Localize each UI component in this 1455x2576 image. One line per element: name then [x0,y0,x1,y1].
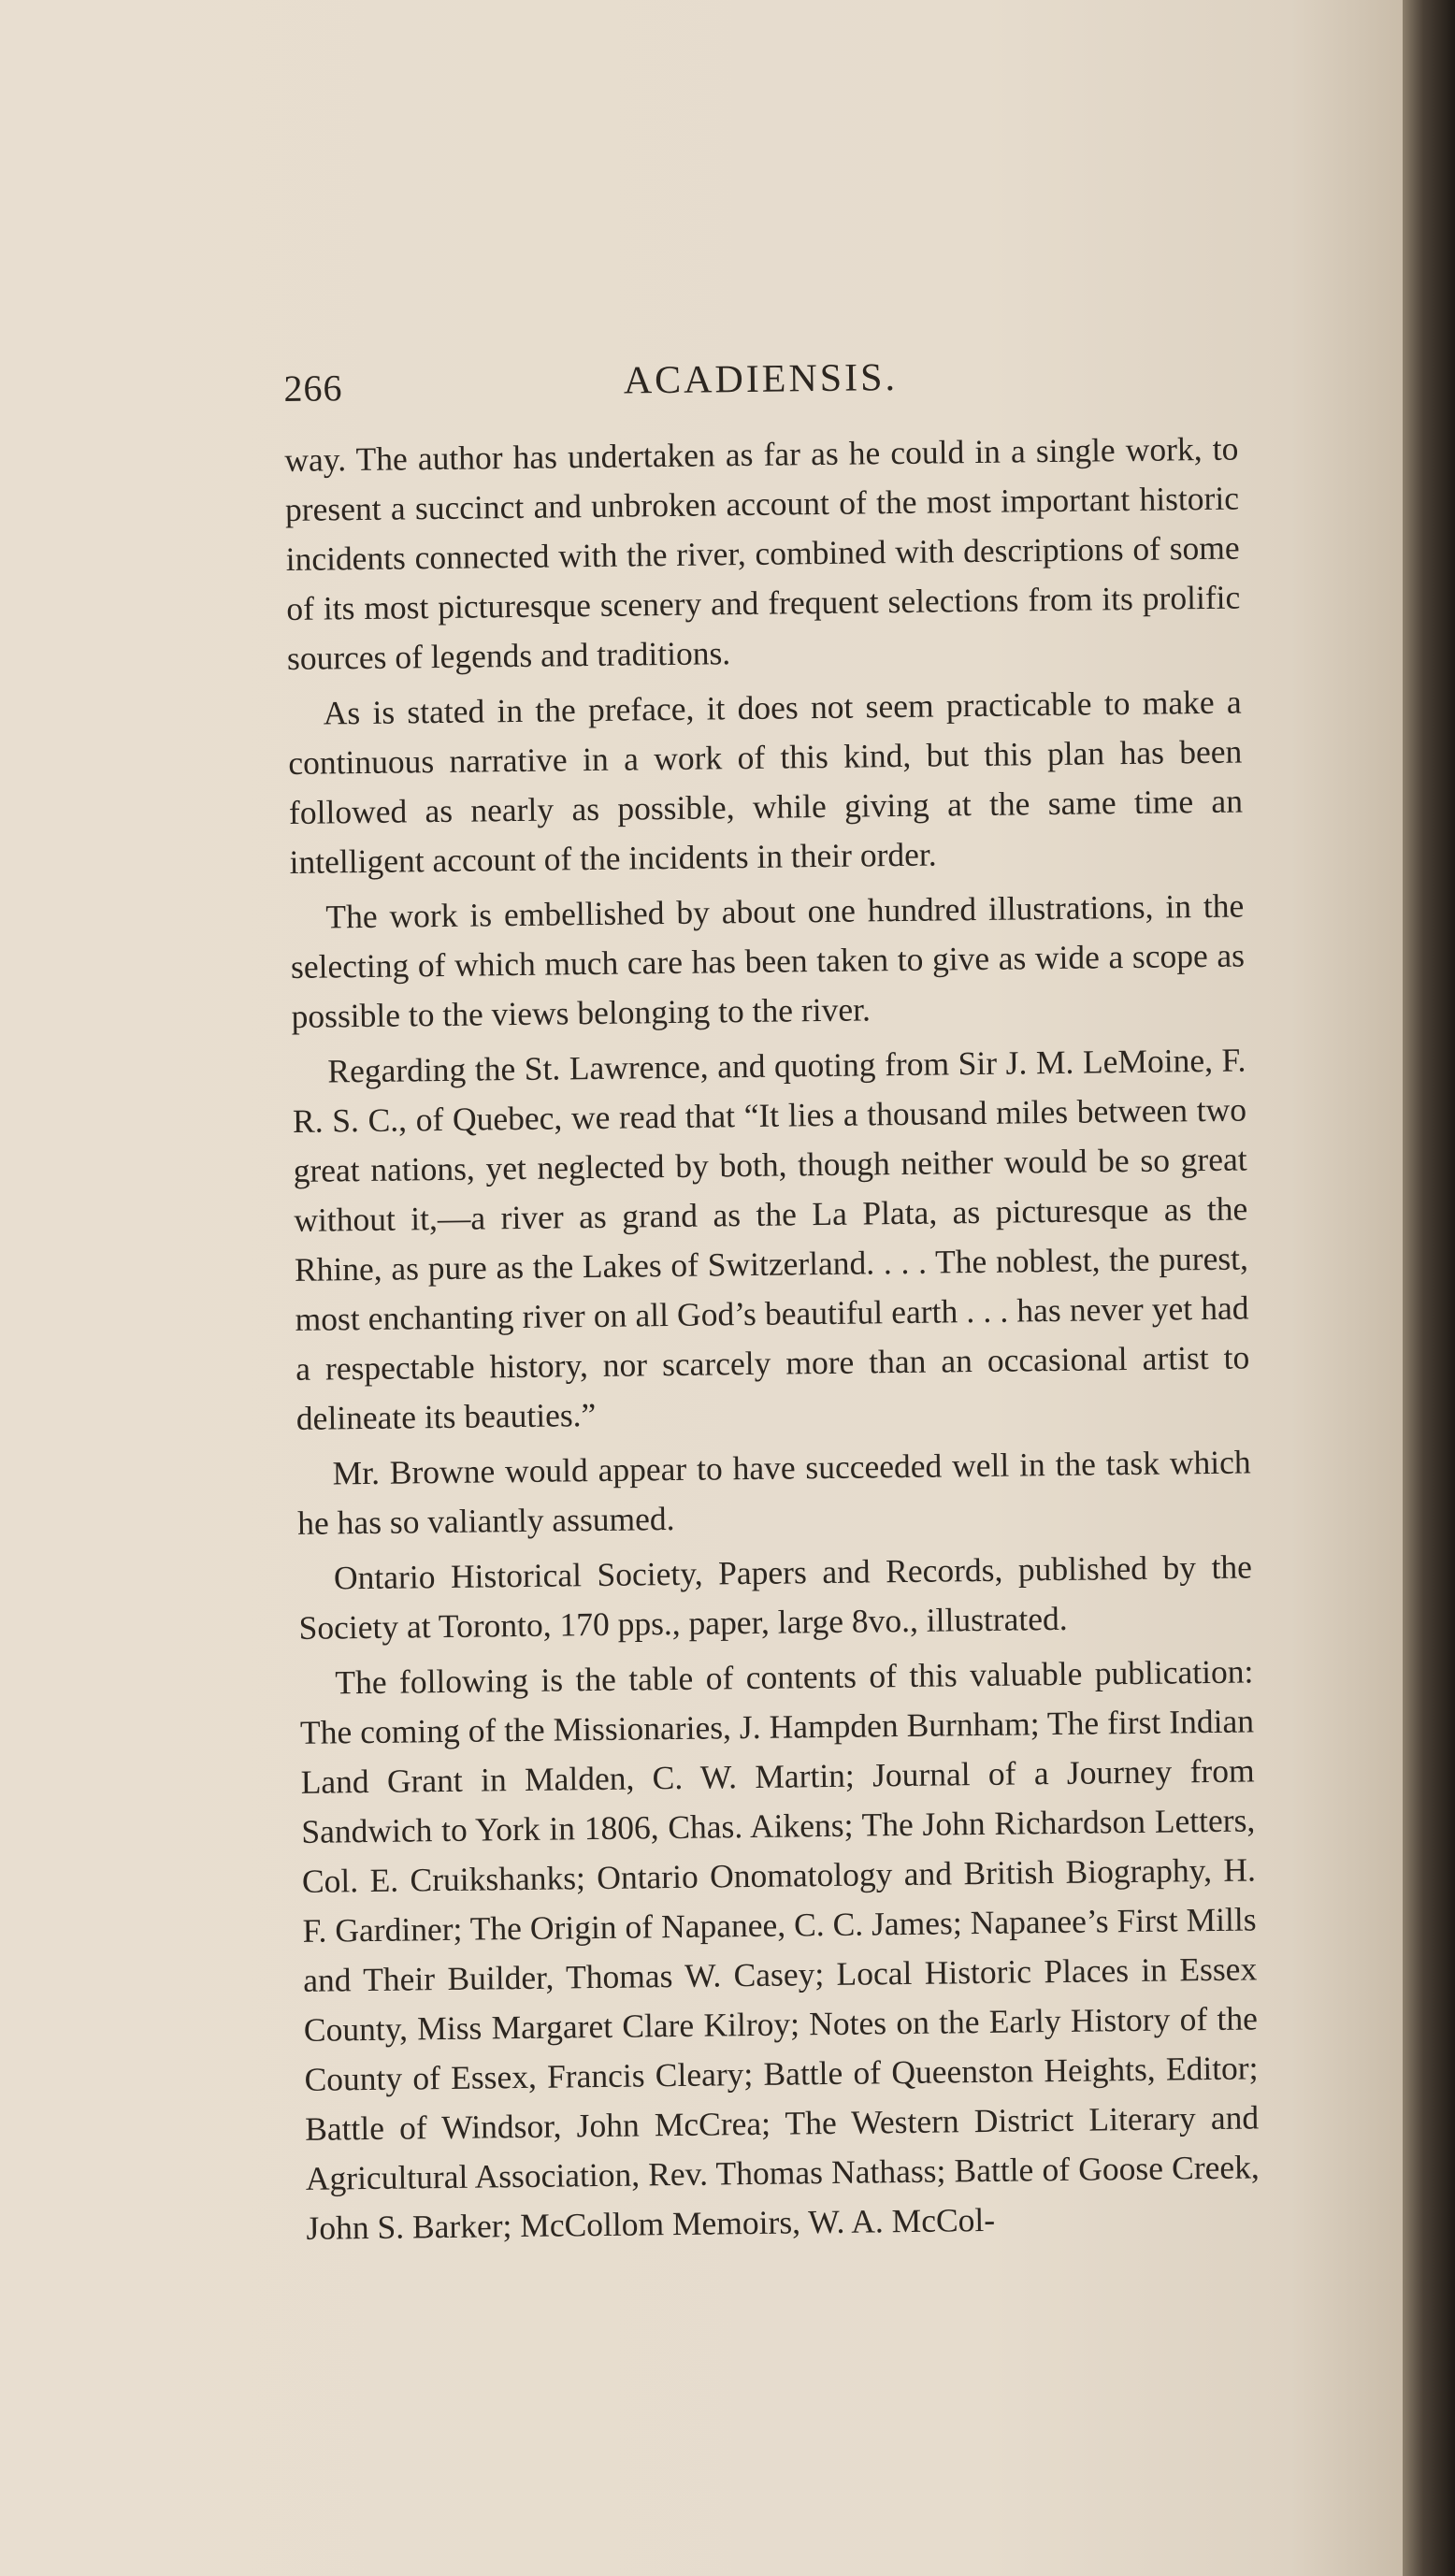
page-number: 266 [283,367,343,410]
paragraph-ontario-society: Ontario Historical Society, Papers and Records, published by the Society at Toronto, 170 pps., paper, large 8vo., illustrated. [298,1547,1253,1647]
paragraph-preface-note: As is stated in the preface, it does not seem practicable to make a continuous narrative in a work of this kind, but this plan has been followed as nearly as possible, while giving at the same time an intelligent account of the incidents in their order. [288,683,1244,881]
page-gutter-shadow [1403,0,1455,2576]
paragraph-continuation: way. The author has undertaken as far as he could in a single work, to present a succinct and unbroken account of the most important historic incidents connected with the river, combined with descriptions of some of its most picturesque scenery and frequent selections from its prolific sources of legends and traditions. [284,429,1241,677]
paragraph-illustrations: The work is embellished by about one hundred illustrations, in the selecting of which much care has been taken to give as wide a scope as possible to the views belonging to the river. [290,886,1246,1035]
page-text-block [283,342,1261,2259]
paragraph-browne: Mr. Browne would appear to have succeeded well in the task which he has so valiantly assumed. [297,1443,1251,1542]
paragraph-lemoine-quote: Regarding the St. Lawrence, and quoting from Sir J. M. LeMoine, F. R. S. C., of Quebec, we read that “It lies a thousand miles between two great nations, yet neglected by both, though neither would be so great without it,—a river as grand as the La Plata, as picturesque as the Rhine, as pure as the Lakes of Switzerland. . . . The noblest, the purest, most enchanting river on all God’s beautiful earth . . . has never yet had a respectable history, nor scarcely more than an occasional artist to delineate its beauties.” [292,1041,1250,1437]
paragraph-table-of-contents: The following is the table of contents of this valuable publication: The coming of the Missionaries, J. Hampden Burnham; The first Indian Land Grant in Malden, C. W. Martin; Journal of a Journey from Sandwich to York in 1806, Chas. Aikens; The John Richardson Letters, Col. E. Cruikshanks; Ontario Onomatology and British Biography, H. F. Gardiner; The Origin of Napanee, C. C. James; Napanee’s First Mills and Their Builder, Thomas W. Casey; Local Historic Places in Essex County, Miss Margaret Clare Kilroy; Notes on the Early History of the County of Essex, Francis Cleary; Battle of Queenston Heights, Editor; Battle of Windsor, John McCrea; The Western District Literary and Agricultural Association, Rev. Thomas Nathass; Battle of Goose Creek, John S. Barker; McCollom Memoirs, W. A. McCol- [299,1652,1261,2247]
running-head [283,342,1238,419]
journal-title: ACADIENSIS. [623,355,899,403]
